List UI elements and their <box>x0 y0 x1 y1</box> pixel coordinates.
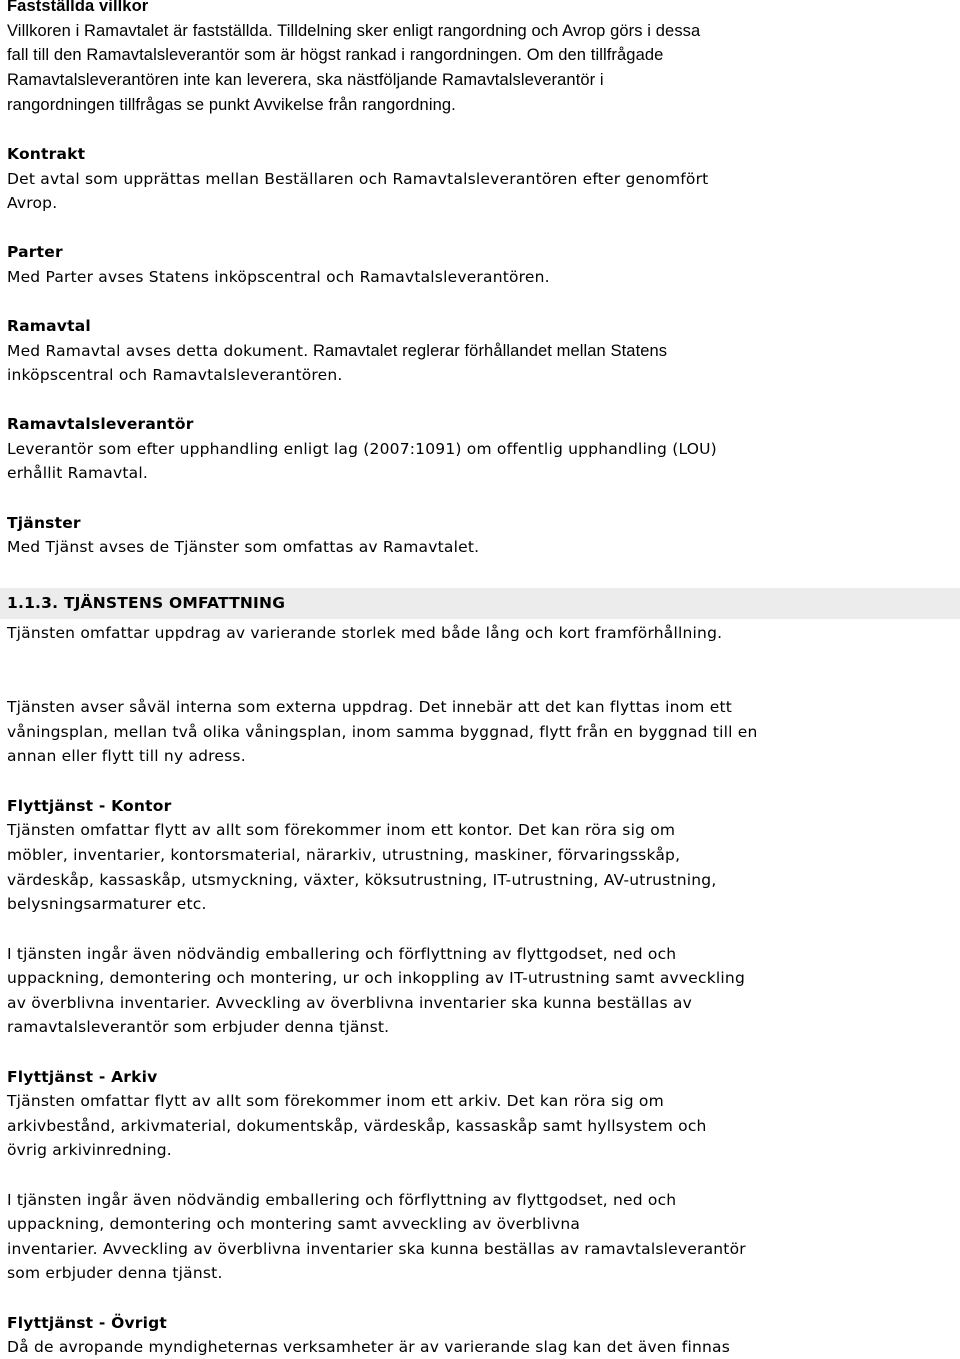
section-heading-kontrakt: Kontrakt <box>7 145 86 163</box>
paragraph-line: ramavtalsleverantör som erbjuder denna tjänst. <box>7 1018 390 1036</box>
text-segment: Det kan röra sig om <box>501 1092 664 1110</box>
text-segment: Ramavtalet reglerar förhållandet mellan Statens <box>308 342 668 360</box>
text-segment: Det kan röra sig om <box>512 821 676 839</box>
paragraph-line <box>7 993 692 1013</box>
paragraph-line: Avrop. <box>7 194 58 212</box>
paragraph-line: värdeskåp, kassaskåp, utsmyckning, växter, köksutrustning, IT-utrustning, AV-utrustning, <box>7 871 717 889</box>
text-segment: fall till den Ramavtalsleverantör som är högst rankad i rangordningen. <box>7 46 523 64</box>
paragraph-line <box>7 341 667 361</box>
paragraph-line: Då de avropande myndigheternas verksamheter är av varierande slag kan det även finnas <box>7 1338 730 1356</box>
paragraph-line: möbler, inventarier, kontorsmaterial, närarkiv, utrustning, maskiner, förvaringsskåp, <box>7 846 681 864</box>
paragraph-line: I tjänsten ingår även nödvändig emballering och förflyttning av flyttgodset, ned och <box>7 1191 677 1209</box>
paragraph-line: som erbjuder denna tjänst. <box>7 1264 223 1282</box>
paragraph-line <box>7 1091 664 1111</box>
text-segment: Tjänsten omfattar flytt av allt som förekommer inom ett kontor. <box>7 821 513 839</box>
text-segment: inventarier. <box>7 1240 98 1258</box>
text-segment: Avveckling av överblivna inventarier ska kunna beställas av <box>210 994 692 1012</box>
text-segment: Avveckling av överblivna inventarier ska kunna beställas av ramavtalsleverantör <box>97 1240 746 1258</box>
paragraph-line: Leverantör som efter upphandling enligt lag (2007:1091) om offentlig upphandling (LOU) <box>7 440 717 458</box>
paragraph-line: Tjänsten omfattar uppdrag av varierande storlek med både lång och kort framförhållning. <box>7 624 723 642</box>
section-heading-parter: Parter <box>7 243 63 261</box>
paragraph-line: annan eller flytt till ny adress. <box>7 747 246 765</box>
paragraph-line: våningsplan, mellan två olika våningsplan, inom samma byggnad, flytt från en byggnad till en <box>7 723 758 741</box>
paragraph-line: belysningsarmaturer etc. <box>7 895 207 913</box>
section-heading-ovrigt: Flyttjänst - Övrigt <box>7 1314 168 1332</box>
section-heading-arkiv: Flyttjänst - Arkiv <box>7 1068 158 1086</box>
paragraph-line: uppackning, demontering och montering, ur och inkoppling av IT-utrustning samt avveckling <box>7 969 745 987</box>
text-segment: av överblivna inventarier. <box>7 994 211 1012</box>
paragraph-line: Med Parter avses Statens inköpscentral och Ramavtalsleverantören. <box>7 268 550 286</box>
paragraph-line <box>7 1239 746 1259</box>
paragraph-line: Med Tjänst avses de Tjänster som omfattas av Ramavtalet. <box>7 538 480 556</box>
paragraph-line: Ramavtalsleverantören inte kan leverera, ska nästföljande Ramavtalsleverantör i <box>7 71 604 89</box>
section-heading-faststallda: Fastställda villkor <box>7 0 149 15</box>
paragraph-line: rangordningen tillfrågas se punkt Avvikelse från rangordning. <box>7 96 456 114</box>
paragraph-line: Villkoren i Ramavtalet är fastställda. Tilldelning sker enligt rangordning och Avrop görs i dessa <box>7 22 701 40</box>
paragraph-line: I tjänsten ingår även nödvändig emballering och förflyttning av flyttgodset, ned och <box>7 945 677 963</box>
section-heading-ramavtalsleverantor: Ramavtalsleverantör <box>7 415 194 433</box>
text-segment: Tjänsten avser såväl interna som externa uppdrag. <box>7 698 414 716</box>
section-heading-ramavtal: Ramavtal <box>7 317 91 335</box>
section-heading-omfattning: 1.1.3. TJÄNSTENS OMFATTNING <box>7 594 286 612</box>
text-segment: Om den tillfrågade <box>522 46 664 64</box>
paragraph-line <box>7 820 675 840</box>
paragraph-line: arkivbestånd, arkivmaterial, dokumentskåp, värdeskåp, kassaskåp samt hyllsystem och <box>7 1117 707 1135</box>
paragraph-line: Det avtal som upprättas mellan Beställaren och Ramavtalsleverantören efter genomfört <box>7 170 709 188</box>
text-segment: Med Ramavtal avses detta dokument. <box>7 342 309 360</box>
text-segment: Tjänsten omfattar flytt av allt som förekommer inom ett arkiv. <box>7 1092 502 1110</box>
paragraph-line: inköpscentral och Ramavtalsleverantören. <box>7 366 343 384</box>
paragraph-line: uppackning, demontering och montering samt avveckling av överblivna <box>7 1215 581 1233</box>
paragraph-line: övrig arkivinredning. <box>7 1141 172 1159</box>
paragraph-line <box>7 45 663 65</box>
section-heading-tjanster: Tjänster <box>7 514 81 532</box>
paragraph-line <box>7 697 732 717</box>
paragraph-line: erhållit Ramavtal. <box>7 464 148 482</box>
section-heading-kontor: Flyttjänst - Kontor <box>7 797 172 815</box>
text-segment: Det innebär att det kan flyttas inom ett <box>413 698 733 716</box>
